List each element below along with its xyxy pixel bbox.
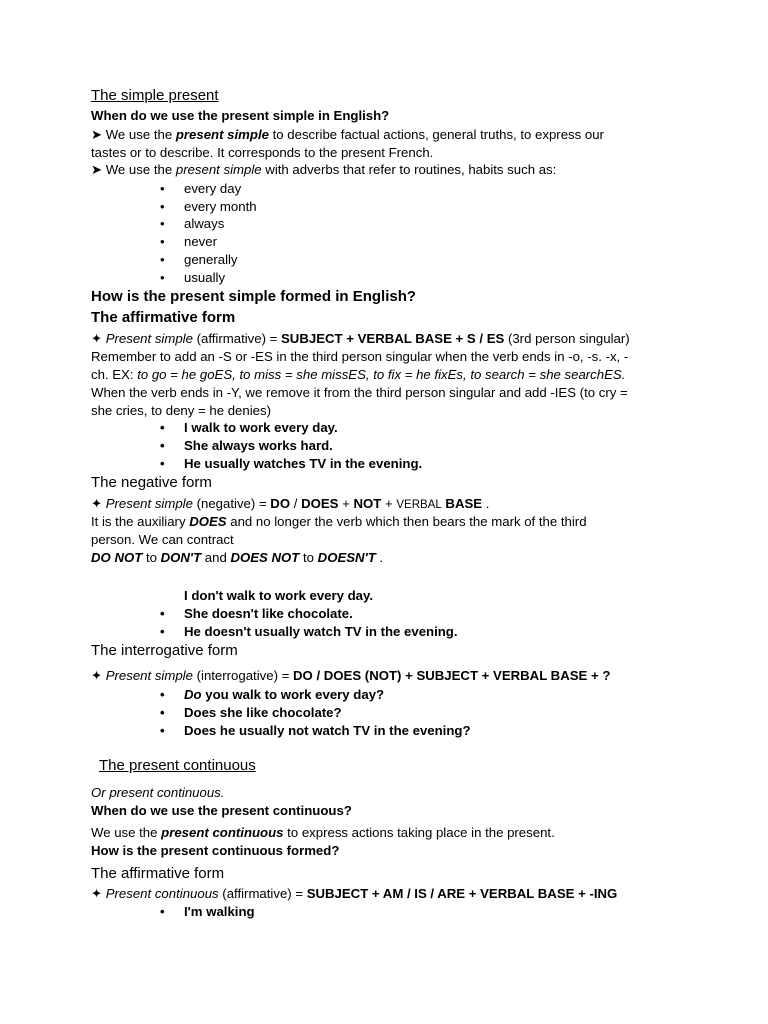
subtitle-or-present-continuous: Or present continuous. [91,785,225,800]
rule-line-2: ch. EX: to go = he goES, to miss = she missES, to fix = he fixEs, to search = she searchES. [91,367,626,382]
negative-rule-3: DO NOT to DON'T and DOES NOT to DOESN'T . [91,550,384,565]
example-negative: I don't walk to work every day. [184,588,374,603]
star-icon: ✦ [91,496,103,511]
example-affirmative: • He usually watches TV in the evening. [184,455,422,473]
heading-continuous-affirmative: The affirmative form [91,865,225,882]
paragraph-usage-1-cont: tastes or to describe. It corresponds to the present French. [91,145,434,160]
negative-rule-2: person. We can contract [91,532,234,547]
star-icon: ✦ [91,668,103,683]
rule-line-3: When the verb ends in -Y, we remove it from the third person singular and add -IES (to cry = [91,385,628,400]
heading-interrogative-form: The interrogative form [91,642,238,659]
question-how-present-continuous: How is the present continuous formed? [91,843,340,858]
section-title-simple-present: The simple present [91,87,219,104]
paragraph-usage-1: ➤ We use the present simple to describe factual actions, general truths, to express our [91,127,604,142]
star-icon: ✦ [91,331,103,346]
question-when-present-simple: When do we use the present simple in English? [91,108,390,123]
formula-negative: ✦ Present simple (negative) = DO / DOES + NOT + VERBAL BASE . [91,496,490,511]
rule-line-1: Remember to add an -S or -ES in the third person singular when the verb ends in -o, -s. -x, - [91,349,629,364]
example-affirmative: • She always works hard. [184,437,333,455]
heading-negative-form: The negative form [91,474,212,491]
list-item-adverb: • always [184,215,224,233]
example-affirmative: • I walk to work every day. [184,419,338,437]
example-interrogative: • Does he usually not watch TV in the evening? [184,722,471,740]
section-title-present-continuous: The present continuous [99,757,256,774]
heading-affirmative-form: The affirmative form [91,309,236,326]
paragraph-usage-2: ➤ We use the present simple with adverbs that refer to routines, habits such as: [91,162,557,177]
list-item-adverb: • generally [184,251,238,269]
arrow-icon: ➤ [91,162,103,177]
list-item-adverb: • every month [184,198,257,216]
example-interrogative: • Does she like chocolate? [184,704,342,722]
list-item-adverb: • never [184,233,217,251]
arrow-icon: ➤ [91,127,103,142]
formula-interrogative: ✦ Present simple (interrogative) = DO / DOES (NOT) + SUBJECT + VERBAL BASE + ? [91,668,611,683]
paragraph-continuous-usage: We use the present continuous to express actions taking place in the present. [91,825,555,840]
example-continuous: • I'm walking [184,903,255,921]
example-negative: • He doesn't usually watch TV in the evening. [184,623,458,641]
example-negative: • She doesn't like chocolate. [184,605,353,623]
question-when-present-continuous: When do we use the present continuous? [91,803,352,818]
example-interrogative: • Do you walk to work every day? [184,686,384,704]
star-icon: ✦ [91,886,103,901]
negative-rule-1: It is the auxiliary DOES and no longer the verb which then bears the mark of the third [91,514,587,529]
list-item-adverb: • every day [184,180,241,198]
formula-affirmative: ✦ Present simple (affirmative) = SUBJECT + VERBAL BASE + S / ES (3rd person singular) [91,331,630,346]
question-how-present-simple: How is the present simple formed in English? [91,288,417,305]
list-item-adverb: • usually [184,269,225,287]
rule-line-4: she cries, to deny = he denies) [91,403,271,418]
formula-continuous-affirmative: ✦ Present continuous (affirmative) = SUBJECT + AM / IS / ARE + VERBAL BASE + -ING [91,886,618,901]
